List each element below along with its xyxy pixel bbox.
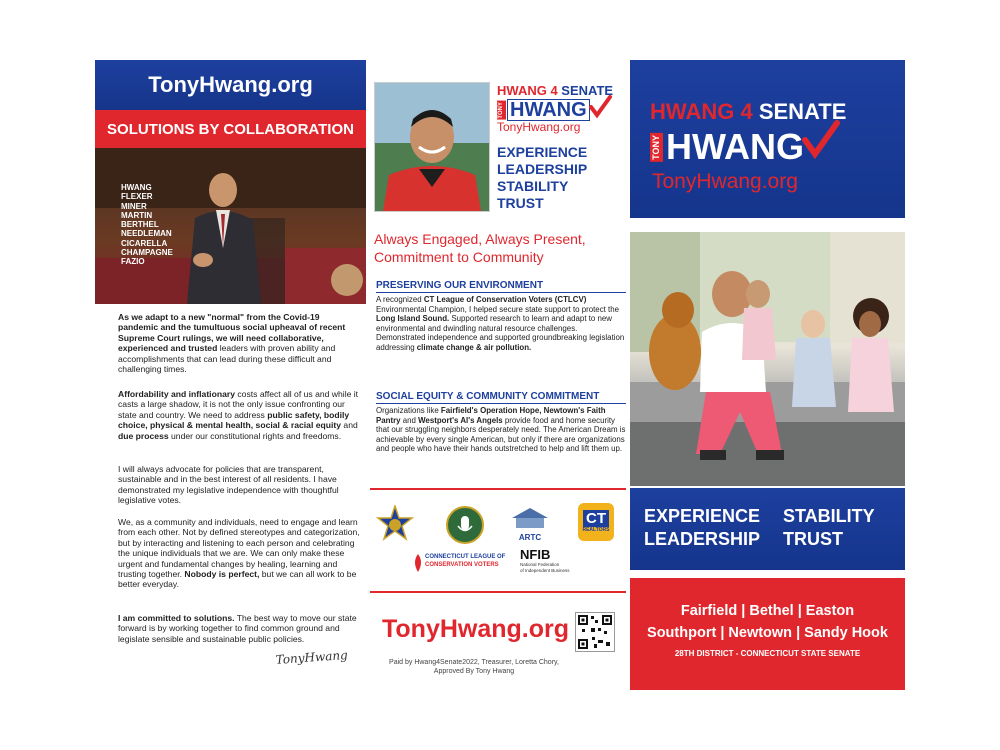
headshot-illustration [375, 83, 489, 211]
right-logo-name [650, 128, 840, 166]
env-bold-b: CT League of Conservation Voters (CTLCV) [423, 295, 587, 304]
equity-bold-d: Westport's Al's Angels [418, 415, 503, 425]
middle-values-list [497, 144, 587, 212]
p2-bold-a: Affordability and inflationary [118, 389, 235, 399]
endorsements-bottom-rule [370, 591, 626, 593]
right-logo-panel [630, 60, 905, 218]
tagline-line1: Always Engaged, Always Present, [374, 231, 586, 247]
lcv-logo [412, 552, 504, 574]
senate-chamber-photo [95, 148, 366, 304]
equity-heading: SOCIAL EQUITY & COMMUNITY COMMITMENT [376, 391, 626, 404]
community-paragraph [118, 517, 360, 590]
p4-text-c: but we can all work to be better everyday. [118, 569, 357, 590]
middle-logo [497, 84, 625, 134]
value-leadership: LEADERSHIP [497, 161, 588, 177]
right-values-panel [630, 488, 905, 570]
environment-body [376, 295, 626, 353]
env-text-e: Supported research to learn and adapt to new environmental and dwindling natural resource challenges. Demonstrated independence and supported groundbreaking legislation addressing [376, 314, 625, 352]
police-star-icon [376, 505, 414, 547]
ct-realtors-ct: CT [583, 510, 609, 527]
tagline-line2: Commitment to Community [374, 249, 544, 265]
right-towns-panel [630, 578, 905, 690]
value-trust: TRUST [497, 195, 544, 211]
paid-by-disclaimer [374, 658, 574, 676]
nfib-label: NFIB [520, 547, 551, 562]
ct-realtors-logo [578, 503, 614, 541]
p2-bold-e: due process [118, 430, 169, 441]
intro-paragraph [118, 312, 360, 374]
microphone-seal-icon [448, 508, 482, 542]
qr-code[interactable] [575, 612, 615, 652]
building-icon [508, 506, 552, 528]
p3-text: I will always advocate for policies that are transparent, sustainable and in the best interest of all residents. I have demonstrated my legislative independence with thoughtful legislative votes. [118, 464, 339, 506]
endorsements-top-rule [370, 488, 626, 490]
p2-text-d: and [341, 420, 358, 431]
qr-code-icon [576, 613, 614, 651]
env-bold-d: Long Island Sound. [376, 314, 450, 324]
signature: TonyHwang [275, 647, 349, 667]
p2-text-b: costs affect all of us and while it casts a large shadow, it is not the only issue confronting our state and country. We need to address [118, 389, 359, 420]
artc-label: ARTC [518, 533, 542, 542]
right-logo-hwang: HWANG [666, 126, 804, 167]
left-header-url[interactable]: TonyHwang.org [148, 72, 313, 97]
right-logo-url[interactable]: TonyHwang.org [652, 170, 798, 193]
nfib-sub2: of Independent Business [520, 567, 570, 573]
towns-line2: Southport | Newtown | Sandy Hook [647, 625, 888, 641]
equity-text-c: and [400, 415, 419, 425]
right-value-experience: EXPERIENCE [644, 506, 761, 526]
p1-rest: leaders with proven ability and accomplishments that can lead during these difficult and challenging times. [118, 343, 336, 375]
roll-call-board: HWANG FLEXER MINER MARTIN BERTHEL NEEDLEMAN CICARELLA CHAMPAGNE FAZIO [121, 183, 173, 267]
mid-logo-senate: SENATE [561, 83, 614, 98]
equity-bold-b: Fairfield's Operation Hope, Newtown's Faith Pantry [376, 406, 606, 425]
mid-logo-url[interactable]: TonyHwang.org [497, 120, 581, 134]
right-logo-tony: TONY [651, 134, 661, 160]
artc-logo [508, 506, 552, 542]
family-photo-illustration [630, 232, 905, 486]
p1-bold: collaborative, experienced and trusted [118, 332, 324, 354]
affordability-paragraph [118, 389, 360, 441]
district-label: 28TH DISTRICT - CONNECTICUT STATE SENATE [674, 649, 861, 658]
left-subheader: SOLUTIONS BY COLLABORATION [107, 120, 354, 138]
left-header-banner [95, 60, 366, 110]
p1-lead: As we adapt to a new "normal" from the Covid-19 pandemic and the tumultuous social upheaval of recent Supreme Court rulings, we will need [118, 312, 346, 343]
equity-text-a: Organizations like [376, 406, 441, 415]
environment-heading: PRESERVING OUR ENVIRONMENT [376, 280, 626, 293]
mid-logo-hwang: HWANG [507, 99, 590, 121]
value-stability: STABILITY [497, 178, 569, 194]
footer-url[interactable]: TonyHwang.org [382, 615, 570, 643]
right-value-stability: STABILITY [783, 506, 875, 526]
lcv-label-1: CONNECTICUT LEAGUE OF [425, 554, 506, 560]
seal-logo [446, 506, 484, 544]
p4-bold: Nobody is perfect, [184, 569, 260, 580]
paid-by-line1: Paid by Hwang4Senate2022, Treasurer, Loretta Chory, [389, 659, 559, 666]
nfib-sub1: National Federation [520, 562, 560, 567]
left-subheader-banner [95, 110, 366, 148]
checkmark-icon [588, 95, 612, 119]
fop-badge-logo [376, 505, 414, 547]
middle-tagline [374, 230, 624, 266]
p2-text-f: under our constitutional rights and freedoms. [168, 430, 342, 441]
p5-text: The best way to move our state forward is by working together to find common ground and legislate sensible and sustainable public policies. [118, 613, 357, 644]
value-experience: EXPERIENCE [497, 144, 588, 160]
paid-by-line2: Approved By Tony Hwang [433, 668, 515, 675]
right-logo-senate: SENATE [758, 99, 847, 124]
p2-bold-c: public safety, bodily choice, physical & mental health, social & racial equity [118, 409, 350, 431]
right-value-trust: TRUST [783, 529, 843, 549]
mid-logo-hwang4: HWANG 4 [497, 83, 558, 98]
towns-line1: Fairfield | Bethel | Easton [680, 603, 855, 619]
p5-bold: I am committed to solutions. [118, 613, 235, 623]
nfib-logo [520, 548, 576, 578]
candidate-headshot [374, 82, 490, 212]
family-photo [630, 232, 905, 486]
lcv-leaf-icon [412, 554, 424, 572]
transparency-paragraph [118, 464, 360, 506]
right-value-leadership: LEADERSHIP [644, 529, 761, 549]
env-text-a: A recognized [376, 295, 424, 304]
solutions-paragraph [118, 613, 360, 644]
ct-realtors-label: REALTORS [582, 527, 610, 533]
right-logo-hwang4: HWANG 4 [650, 99, 753, 124]
env-bold-f: climate change & air pollution. [416, 342, 532, 352]
lcv-label-2: CONSERVATION VOTERS [425, 562, 499, 568]
equity-text-e: provide food and home security that our struggling neighbors desperately need. The American Dream is achievable by every single American, but only if there are organizations and people who have their hands outstretched to help and lift them up. [376, 415, 626, 454]
mid-logo-tony: TONY [498, 101, 504, 119]
env-text-c: Environmental Champion, I helped secure state support to protect the [376, 304, 619, 314]
right-checkmark-icon [800, 120, 840, 160]
p4-text-a: We, as a community and individuals, need to engage and learn from each other. Not by defined stereotypes and categorization, but by interacting and listening to each person and celebrating the unique individuals that we are. We can only make these urgent and fundamental changes by healing, learning and trusting together. [118, 517, 360, 580]
equity-body [376, 406, 626, 454]
